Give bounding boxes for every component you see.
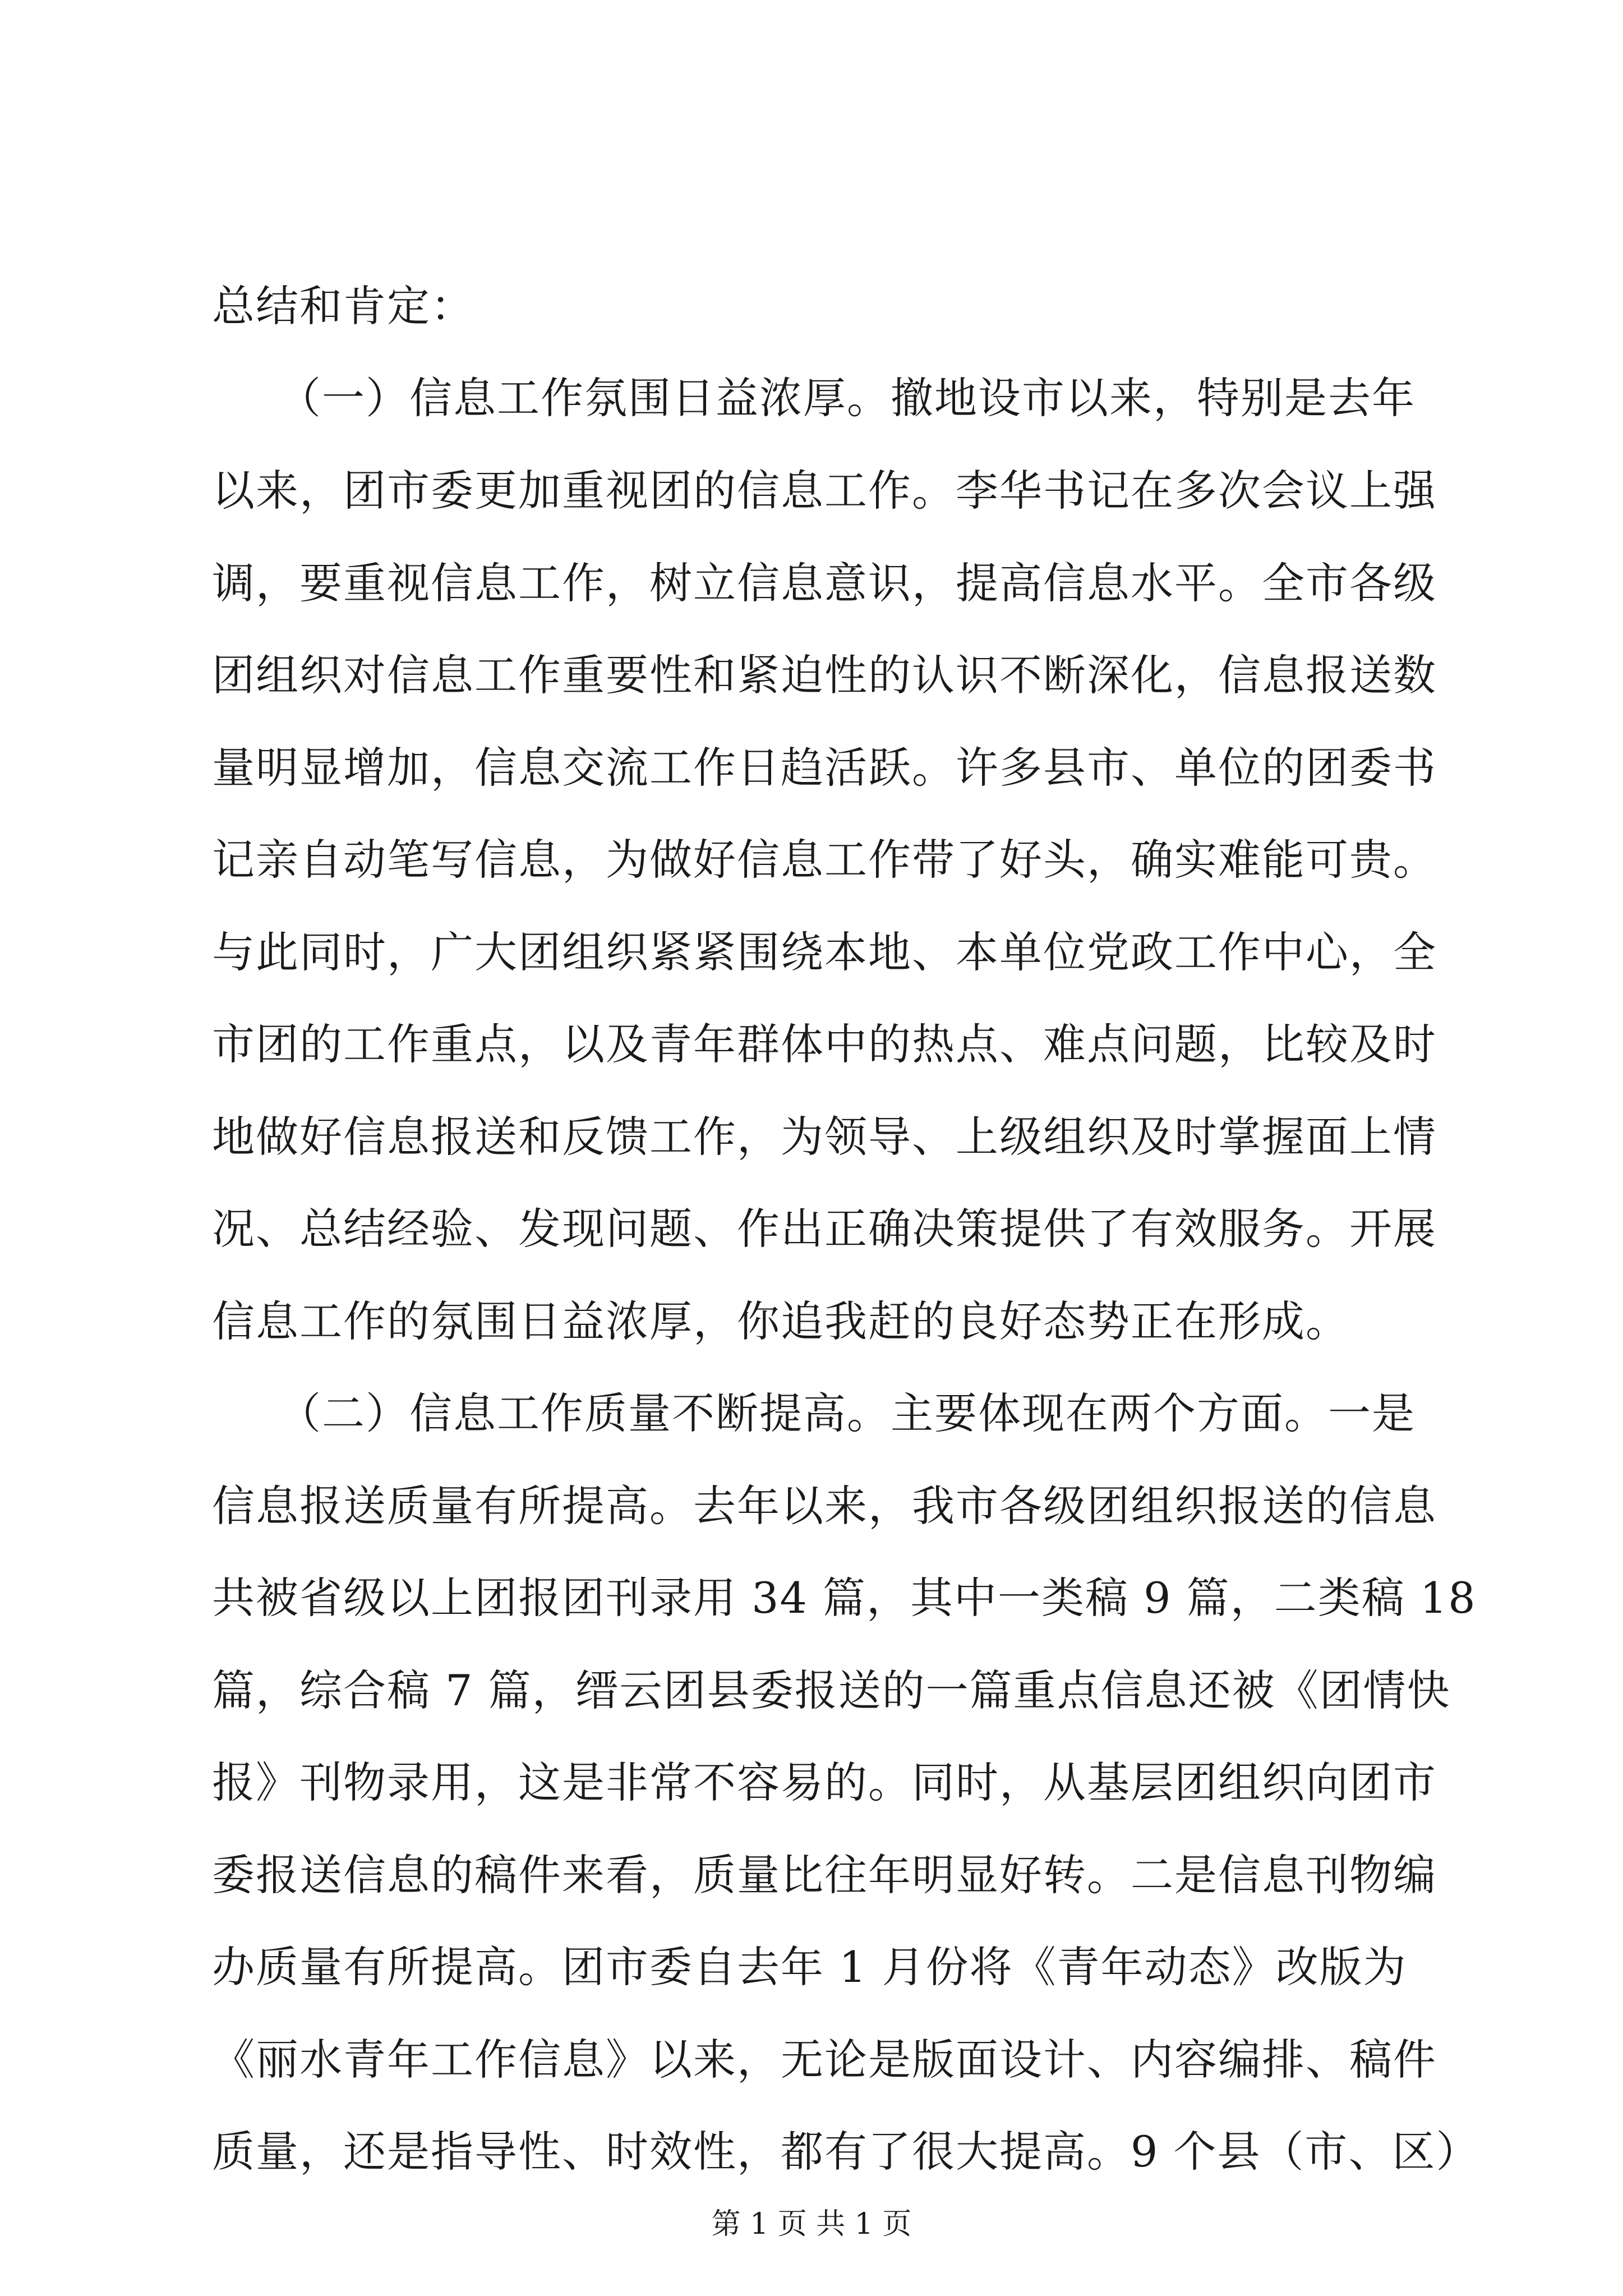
text-line: 况、总结经验、发现问题、作出正确决策提供了有效服务。开展 bbox=[212, 1204, 1437, 1254]
text-line: 委报送信息的稿件来看，质量比往年明显好转。二是信息刊物编 bbox=[212, 1850, 1437, 1900]
text-line: 与此同时，广大团组织紧紧围绕本地、本单位党政工作中心，全 bbox=[212, 927, 1437, 977]
text-line: 报》刊物录用，这是非常不容易的。同时，从基层团组织向团市 bbox=[212, 1757, 1437, 1807]
text-line: 篇，综合稿 7 篇，缙云团县委报送的一篇重点信息还被《团情快 bbox=[212, 1665, 1451, 1715]
text-line: 信息工作的氛围日益浓厚，你追我赶的良好态势正在形成。 bbox=[212, 1296, 1349, 1346]
text-line: 记亲自动笔写信息，为做好信息工作带了好头，确实难能可贵。 bbox=[212, 835, 1437, 885]
page-footer: 第 1 页 共 1 页 bbox=[711, 2207, 912, 2241]
text-line: （一）信息工作氛围日益浓厚。撤地设市以来，特别是去年 bbox=[212, 373, 1415, 423]
text-line: 量明显增加，信息交流工作日趋活跃。许多县市、单位的团委书 bbox=[212, 743, 1437, 793]
text-line: 地做好信息报送和反馈工作，为领导、上级组织及时掌握面上情 bbox=[212, 1112, 1437, 1162]
text-line: 共被省级以上团报团刊录用 34 篇，其中一类稿 9 篇，二类稿 18 bbox=[212, 1573, 1477, 1623]
text-line: 《丽水青年工作信息》以来，无论是版面设计、内容编排、稿件 bbox=[212, 2035, 1437, 2085]
text-line: 调，要重视信息工作，树立信息意识，提高信息水平。全市各级 bbox=[212, 558, 1437, 608]
text-line: （二）信息工作质量不断提高。主要体现在两个方面。一是 bbox=[212, 1388, 1415, 1438]
text-line: 以来，团市委更加重视团的信息工作。李华书记在多次会议上强 bbox=[212, 466, 1437, 516]
text-line: 总结和肯定： bbox=[212, 281, 474, 331]
text-line: 市团的工作重点，以及青年群体中的热点、难点问题，比较及时 bbox=[212, 1019, 1437, 1069]
text-line: 信息报送质量有所提高。去年以来，我市各级团组织报送的信息 bbox=[212, 1481, 1437, 1531]
text-line: 办质量有所提高。团市委自去年 1 月份将《青年动态》改版为 bbox=[212, 1942, 1407, 1992]
text-line: 质量，还是指导性、时效性，都有了很大提高。9 个县（市、区） bbox=[212, 2127, 1480, 2177]
text-line: 团组织对信息工作重要性和紧迫性的认识不断深化，信息报送数 bbox=[212, 650, 1437, 700]
